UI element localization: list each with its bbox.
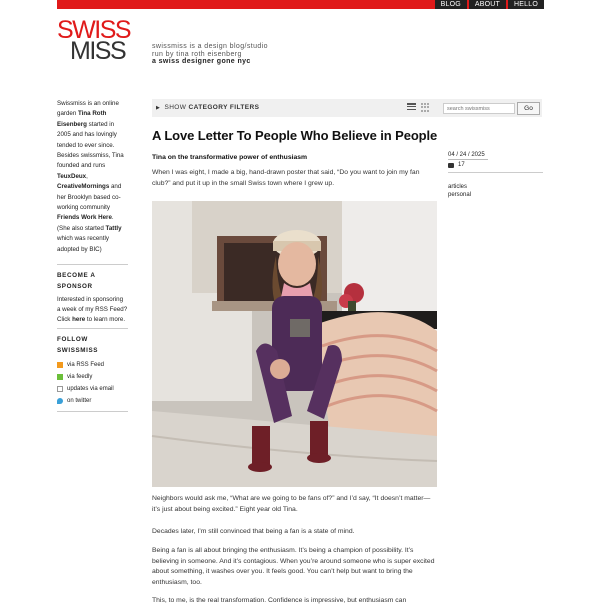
rss-icon [57,362,63,368]
logo-line-swiss: SWISS [57,16,131,44]
nav-blog-link[interactable]: BLOG [435,0,467,9]
list-view-icon[interactable] [407,103,416,112]
post-paragraph: Decades later, I’m still convinced that being a fan is a state of mind. [152,528,355,535]
twitter-icon [57,398,63,404]
logo-line-miss: MISS [70,37,126,65]
sidebar [57,99,128,418]
post-categories [448,183,543,199]
about-text: and her Brooklyn based co-working community [57,183,122,212]
comments-link[interactable] [448,162,543,168]
follow-label: updates via email [67,385,114,392]
show-label: SHOW [164,104,187,111]
follow-twitter-link[interactable] [57,395,128,407]
about-text: , [86,172,88,180]
site-logo[interactable] [57,16,131,65]
meta-divider [448,172,543,173]
post-paragraph: Being a fan is all about bringing the enthusiasm. It’s being a champion of possibility. It’s believing in someone. And it’s contagious. When you’re around someone who is super excited about something, it washes over you. It feels good. You can’t help but want to bring the enthusiasm, too. [152,547,435,586]
about-link-teuxdeux[interactable]: TeuxDeux [57,172,87,180]
about-text: . (She also started [57,214,114,232]
email-icon [57,386,63,392]
about-text: Swissmiss is an online garden [57,100,119,118]
follow-feedly-link[interactable] [57,371,128,383]
tagline-line-3: a swiss designer gone nyc [152,58,251,65]
comment-bubble-icon [448,163,454,168]
about-link-creativemornings[interactable]: CreativeMornings [57,183,110,191]
tagline-line-1: swissmiss is a design blog/studio [152,43,268,50]
comment-count: 17 [458,162,465,168]
sidebar-divider [57,411,128,412]
search-go-button[interactable]: Go [517,102,540,115]
post-title[interactable]: A Love Letter To People Who Believe in People [152,128,438,143]
about-text: started in 2005 and has lovingly tended to ever since. Besides swissmiss, Tina founded and runs [57,120,124,170]
sponsor-heading: BECOME A SPONSOR [57,272,96,290]
top-nav [433,0,544,9]
category-filter-bar [152,99,542,117]
sidebar-divider [57,264,128,265]
feedly-icon [57,374,63,380]
top-red-bar [57,0,544,9]
about-link-tina[interactable]: Tina Roth Eisenberg [57,110,107,128]
nav-hello-link[interactable]: HELLO [508,0,544,9]
follow-label: via feedly [67,373,93,380]
follow-label: via RSS Feed [67,361,105,368]
grid-view-icon[interactable] [421,103,430,112]
post-subtitle: Tina on the transformative power of enthusiasm [152,154,308,161]
follow-heading: FOLLOW SWISSMISS [57,336,99,354]
tagline-line-2: run by tina roth eisenberg [152,50,242,58]
sponsor-text-after: to learn more. [85,315,126,323]
about-link-friends-work-here[interactable]: Friends Work Here [57,214,112,222]
post-paragraph: This, to me, is the real transformation. Confidence is impressive, but enthusiasm can [152,597,407,604]
sponsor-text-before: Interested in sponsoring a week of my RSS Feed? Click [57,295,128,323]
show-category-filters-toggle[interactable] [156,104,259,111]
follow-rss-link[interactable] [57,359,128,371]
about-text: which was recently adopted by BIC) [57,235,109,253]
sponsor-text [57,295,128,324]
follow-label: on twitter [67,397,92,404]
post-paragraph: When I was eight, I made a big, hand-drawn poster that said, “Do you want to join my fan club?” and put it up in the small Swiss town where I grew up. [152,169,420,187]
category-filters-label: CATEGORY FILTERS [188,104,260,111]
post-date-link[interactable]: 04 / 24 / 2025 [448,152,488,160]
site-tagline [152,43,268,66]
category-link-personal[interactable]: personal [448,192,472,198]
post-photo [152,201,437,487]
nav-about-link[interactable]: ABOUT [469,0,506,9]
about-link-tattly[interactable]: Tattly [105,224,122,232]
category-link-articles[interactable]: articles [448,184,468,190]
sidebar-about [57,99,128,260]
sidebar-divider [57,328,128,329]
triangle-right-icon: ▶ [156,105,161,111]
search-input[interactable] [443,103,515,114]
sponsor-here-link[interactable]: here [72,315,86,323]
post-paragraph: Neighbors would ask me, “What are we going to be fans of?” and I’d say, “It doesn’t matter—it’s just about being excited.” Eight year old Tina. [152,495,431,513]
follow-email-link[interactable] [57,383,128,395]
post-meta [448,152,543,199]
